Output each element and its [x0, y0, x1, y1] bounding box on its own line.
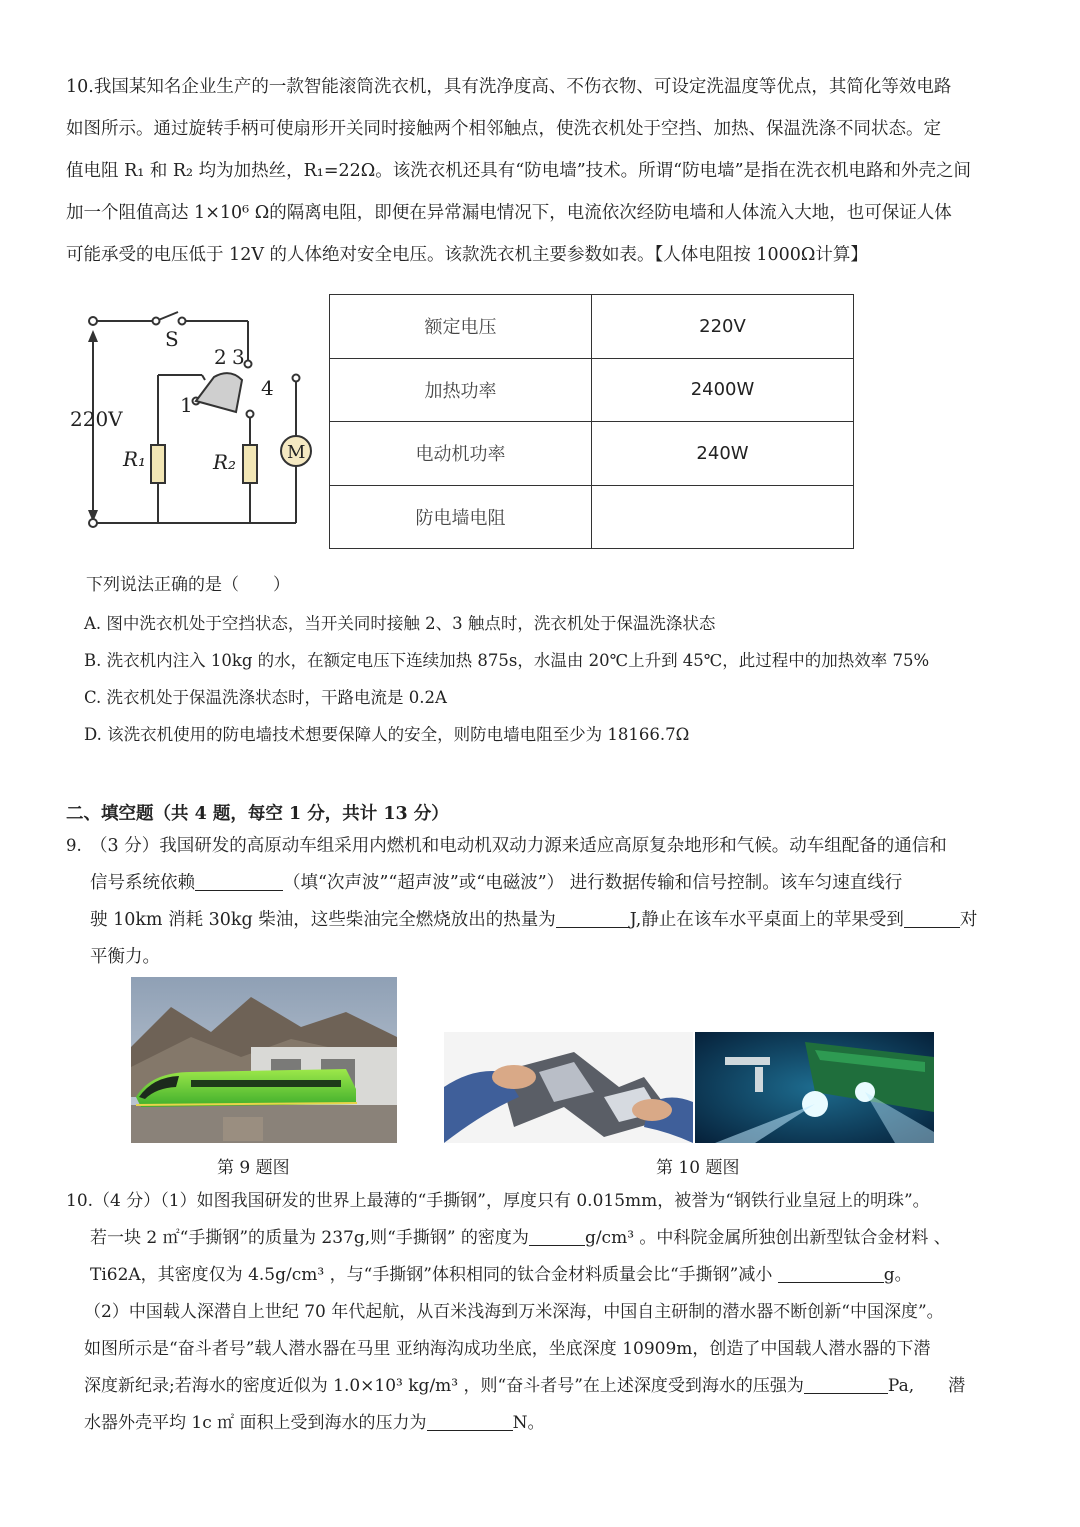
param-key: 额定电压	[330, 295, 592, 359]
q10-option-b: B. 洗衣机内注入 10kg 的水，在额定电压下连续加热 875s，水温由 20℃上升到 45℃，此过程中的加热效率 75%	[84, 651, 930, 670]
q10b-line-2: 若一块 2 ㎡“手撕钢”的质量为 237g,则“手撕钢” 的密度为 g/cm³ 。中科院金属所独创出新型钛合金材料 、	[66, 1220, 1026, 1257]
q10-line-2: 如图所示。通过旋转手柄可使扇形开关同时接触两个相邻触点，使洗衣机处于空挡、加热、保温洗涤不同状态。定	[66, 119, 941, 139]
circuit-diagram	[60, 300, 320, 540]
q9-line-1: （3 分）我国研发的高原动车组采用内燃机和电动机双动力源来适应高原复杂地形和气候。动车组配备的通信和	[90, 836, 947, 856]
motor-label: M	[287, 442, 306, 463]
contact-4: 4	[261, 376, 274, 400]
answer-blank[interactable]	[804, 1373, 888, 1394]
answer-blank[interactable]	[195, 870, 283, 891]
r2-label: R₂	[213, 450, 237, 474]
answer-blank[interactable]	[529, 1225, 585, 1246]
section-title: 二、填空题（共 4 题，每空 1 分，共计 13 分）	[66, 804, 449, 824]
q10b-line-5: 如图所示是“奋斗者号”载人潜水器在马里 亚纳海沟成功坐底，坐底深度 10909m，创造了中国载人潜水器的下潜	[84, 1339, 931, 1359]
fig9-caption: 第 9 题图	[217, 1158, 290, 1178]
q10-line-5: 可能承受的电压低于 12V 的人体绝对安全电压。该款洗衣机主要参数如表。【人体电阻按 1000Ω计算】	[66, 245, 868, 265]
q10b-line-3: Ti62A，其密度仅为 4.5g/cm³ ，与“手撕钢”体积相同的钛合金材料质量会比“手撕钢”减小 g。	[66, 1257, 1026, 1294]
q9-text	[90, 828, 1020, 976]
submersible-photo	[695, 1032, 934, 1143]
q10b-line-4: （2）中国载人深潜自上世纪 70 年代起航，从百米浅海到万米深海，中国自主研制的潜水器不断创新“中国深度”。	[84, 1302, 944, 1322]
table-row	[330, 358, 854, 422]
param-key: 电动机功率	[330, 422, 592, 486]
param-value: 240W	[592, 422, 854, 486]
q9-line-4: 平衡力。	[90, 947, 160, 967]
contact-1: 1	[180, 393, 193, 417]
q10-question: 下列说法正确的是（ ）	[86, 575, 290, 595]
param-value: 2400W	[592, 358, 854, 422]
train-photo	[131, 977, 397, 1143]
answer-blank[interactable]	[904, 907, 960, 928]
q10-line-4: 加一个阻值高达 1×10⁶ Ω的隔离电阻，即便在异常漏电情况下，电流依次经防电墙和人体流入大地，也可保证人体	[66, 203, 952, 223]
table-row	[330, 422, 854, 486]
steel-foil-photo	[444, 1032, 693, 1143]
q10-line-3: 值电阻 R₁ 和 R₂ 均为加热丝，R₁=22Ω。该洗衣机还具有“防电墙”技术。所谓“防电墙”是指在洗衣机电路和外壳之间	[66, 161, 972, 181]
table-row	[330, 295, 854, 359]
contact-3: 3	[232, 345, 245, 369]
table-row	[330, 485, 854, 549]
q10-option-c: C. 洗衣机处于保温洗涤状态时，干路电流是 0.2A	[84, 688, 447, 707]
r1-label: R₁	[123, 447, 147, 471]
q9-line-2: 信号系统依赖 （填“次声波”“超声波”或“电磁波”） 进行数据传输和信号控制。该车匀速直线行	[90, 865, 1020, 902]
params-table	[329, 294, 854, 549]
q9-line-3: 驶 10km 消耗 30kg 柴油，这些柴油完全燃烧放出的热量为 J,静止在该车水平桌面上的苹果受到 对	[90, 902, 1020, 939]
q10-intro	[66, 66, 1018, 276]
q10b-line-7: 水器外壳平均 1c ㎡ 面积上受到海水的压力为 N。	[66, 1405, 1026, 1442]
q10-option-d: D. 该洗衣机使用的防电墙技术想要保障人的安全，则防电墙电阻至少为 18166.7Ω	[84, 725, 690, 744]
param-key: 加热功率	[330, 358, 592, 422]
answer-blank[interactable]	[778, 1262, 884, 1283]
answer-blank[interactable]	[427, 1410, 513, 1431]
q10b-line-6: 深度新纪录;若海水的密度近似为 1.0×10³ kg/m³ ，则“奋斗者号”在上述深度受到海水的压强为 Pa, 潜	[66, 1368, 1026, 1405]
param-value	[592, 485, 854, 549]
q10b-line-1: 10.（4 分）（1）如图我国研发的世界上最薄的“手撕钢”，厚度只有 0.015mm，被誉为“钢铁行业皇冠上的明珠”。	[66, 1191, 930, 1211]
answer-blank[interactable]	[556, 907, 630, 928]
switch-label: S	[165, 327, 179, 351]
q10-option-a: A. 图中洗衣机处于空挡状态，当开关同时接触 2、3 触点时，洗衣机处于保温洗涤状态	[84, 614, 716, 633]
voltage-label: 220V	[70, 407, 123, 431]
param-key: 防电墙电阻	[330, 485, 592, 549]
q10b-text	[66, 1183, 1026, 1442]
contact-2: 2	[214, 345, 227, 369]
q9-number: 9.	[66, 836, 82, 855]
q10-line-1: 10.我国某知名企业生产的一款智能滚筒洗衣机，具有洗净度高、不伤衣物、可设定洗温度等优点，其简化等效电路	[66, 77, 952, 97]
fig10-caption: 第 10 题图	[656, 1158, 740, 1178]
param-value: 220V	[592, 295, 854, 359]
